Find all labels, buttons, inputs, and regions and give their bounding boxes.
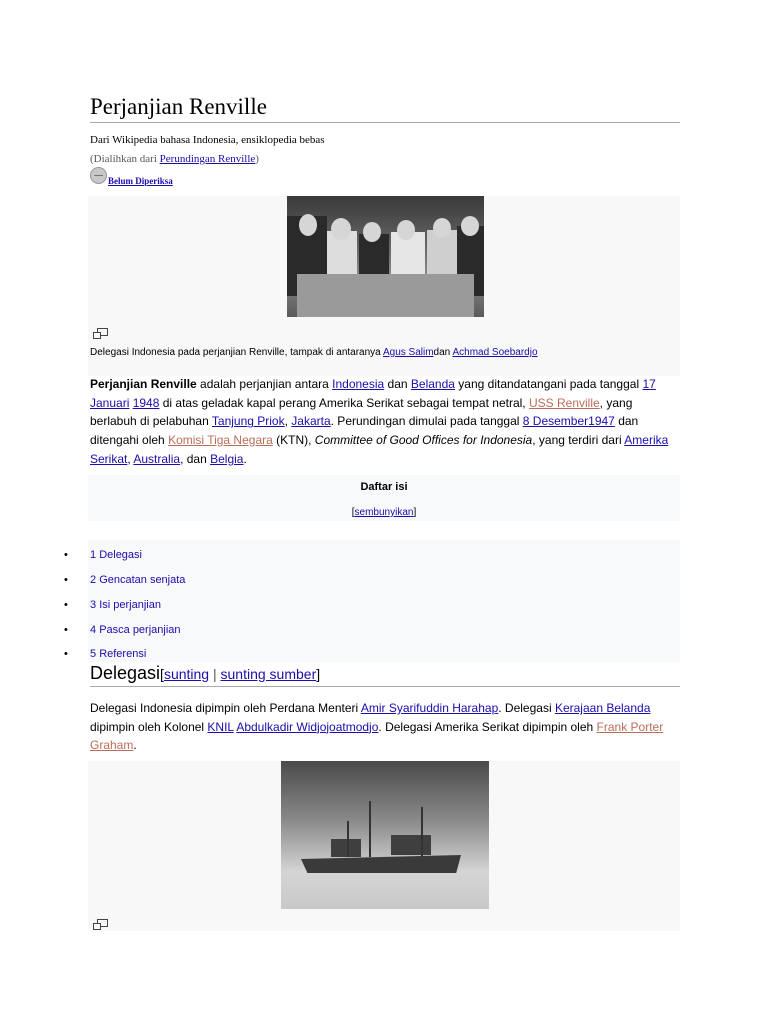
link-komisi-tiga-negara[interactable]: Komisi Tiga Negara: [168, 433, 273, 448]
toc-item-referensi[interactable]: • 5 Referensi: [64, 648, 147, 660]
toc-hide-link[interactable]: sembunyikan: [354, 507, 414, 518]
link-knil[interactable]: KNIL: [207, 719, 234, 734]
toc-item-label: Pasca perjanjian: [99, 624, 181, 636]
delegasi-text: . Delegasi Amerika Serikat dipimpin oleh: [378, 719, 597, 734]
delegasi-paragraph: [90, 699, 680, 755]
toc-item-label: Isi perjanjian: [99, 599, 161, 611]
intro-text: ,: [284, 414, 292, 429]
link-tanjung-priok[interactable]: Tanjung Priok: [211, 414, 285, 429]
intro-text: .: [243, 451, 247, 466]
page-title: Perjanjian Renville: [90, 94, 680, 123]
toc-toggle: [88, 507, 680, 518]
redirect-link[interactable]: Perundingan Renville: [159, 153, 256, 165]
link-agus-salim[interactable]: Agus Salim: [382, 347, 434, 358]
delegasi-text: dipimpin oleh Kolonel: [90, 719, 208, 734]
intro-text: , dan: [180, 451, 211, 466]
intro-text: di atas geladak kapal perang Amerika Serikat sebagai tempat netral,: [159, 395, 529, 410]
review-status-link[interactable]: Belum Diperiksa: [108, 176, 173, 186]
delegasi-text: .: [133, 738, 137, 753]
link-belanda[interactable]: Belanda: [410, 377, 455, 391]
redirect-suffix: ): [255, 153, 259, 165]
intro-italic: Committee of Good Offices for Indonesia: [314, 433, 533, 448]
intro-text: . Perundingan dimulai pada tanggal: [330, 414, 523, 429]
intro-text: ,: [127, 451, 134, 466]
toc-item-isi-perjanjian[interactable]: • 3 Isi perjanjian: [64, 599, 161, 611]
toc-item-pasca-perjanjian[interactable]: • 4 Pasca perjanjian: [64, 624, 181, 636]
review-status-icon: [90, 167, 107, 184]
intro-text: yang ditandatangani pada tanggal: [454, 377, 643, 391]
delegasi-text: Delegasi Indonesia dipimpin oleh Perdana Menteri: [90, 701, 361, 715]
toc-bracket-close: ]: [413, 507, 417, 518]
link-amir-syarifuddin[interactable]: Amir Syarifuddin Harahap: [360, 701, 499, 715]
link-abdulkadir[interactable]: Abdulkadir Widjojoatmodjo: [236, 719, 379, 734]
edit-bracket-open: [: [160, 666, 164, 682]
intro-text: dan: [384, 377, 411, 391]
toc-item-label: Gencatan senjata: [99, 574, 186, 586]
review-status: [90, 164, 173, 186]
link-belgia[interactable]: Belgia: [210, 451, 244, 466]
intro-text: , yang terdiri dari: [532, 433, 625, 448]
edit-separator: |: [209, 666, 221, 682]
toc-item-label: Delegasi: [99, 549, 142, 561]
link-indonesia[interactable]: Indonesia: [332, 377, 385, 391]
table-of-contents: [88, 475, 680, 521]
edit-link[interactable]: sunting: [163, 666, 210, 682]
intro-text: , yang berlabuh di pelabuhan: [90, 395, 633, 429]
link-australia[interactable]: Australia: [133, 451, 181, 466]
section-edit-links: [160, 666, 320, 682]
redirect-prefix: (Dialihkan dari: [90, 153, 160, 165]
intro-text: dan ditengahi oleh: [90, 414, 639, 448]
toc-item-label: Referensi: [99, 648, 147, 660]
enlarge-icon[interactable]: [93, 328, 107, 338]
intro-text: adalah perjanjian antara: [196, 377, 333, 391]
link-jakarta[interactable]: Jakarta: [291, 414, 331, 429]
link-8-desember[interactable]: 8 Desember: [522, 414, 589, 429]
toc-list-panel: [88, 540, 680, 662]
toc-item-number: 5: [90, 648, 97, 660]
link-17-januari[interactable]: 17 Januari: [90, 377, 656, 410]
caption-mid: dan: [433, 347, 453, 358]
figure-ship-photo: [88, 761, 680, 931]
toc-item-delegasi[interactable]: • 1 Delegasi: [64, 549, 142, 561]
toc-item-gencatan-senjata[interactable]: • 2 Gencatan senjata: [64, 574, 186, 586]
edit-bracket-close: ]: [316, 666, 321, 682]
caption-text: Delegasi Indonesia pada perjanjian Renville, tampak di antaranya: [90, 347, 383, 358]
section-heading-text: Delegasi: [90, 663, 161, 683]
uss-renville-photo[interactable]: [281, 761, 489, 909]
link-achmad-soebardjo[interactable]: Achmad Soebardjo: [452, 347, 538, 358]
delegasi-text: . Delegasi: [498, 701, 555, 715]
intro-bold-title: Perjanjian Renville: [90, 377, 197, 391]
link-frank-porter-graham[interactable]: Frank Porter Graham: [90, 719, 664, 753]
site-tagline: Dari Wikipedia bahasa Indonesia, ensiklopedia bebas: [90, 134, 325, 146]
link-1947[interactable]: 1947: [588, 414, 615, 429]
delegation-photo[interactable]: [287, 196, 484, 317]
link-uss-renville[interactable]: USS Renville: [528, 395, 600, 410]
toc-title: Daftar isi: [360, 481, 408, 493]
enlarge-icon[interactable]: [93, 919, 107, 929]
intro-paragraph: [90, 375, 680, 469]
link-kerajaan-belanda[interactable]: Kerajaan Belanda: [554, 701, 651, 715]
link-1948[interactable]: 1948: [132, 395, 160, 410]
toc-item-number: 4: [90, 624, 97, 636]
edit-source-link[interactable]: sunting sumber: [220, 666, 317, 682]
toc-item-number: 1: [90, 549, 97, 561]
toc-bracket-open: [: [351, 507, 355, 518]
link-amerika-serikat[interactable]: Amerika Serikat: [90, 433, 669, 466]
intro-text: (KTN),: [272, 433, 315, 448]
toc-item-number: 3: [90, 599, 97, 611]
toc-item-number: 2: [90, 574, 97, 586]
section-heading-delegasi: [90, 663, 680, 687]
figure-delegation-photo: [88, 196, 680, 376]
figure-caption: [90, 347, 675, 358]
